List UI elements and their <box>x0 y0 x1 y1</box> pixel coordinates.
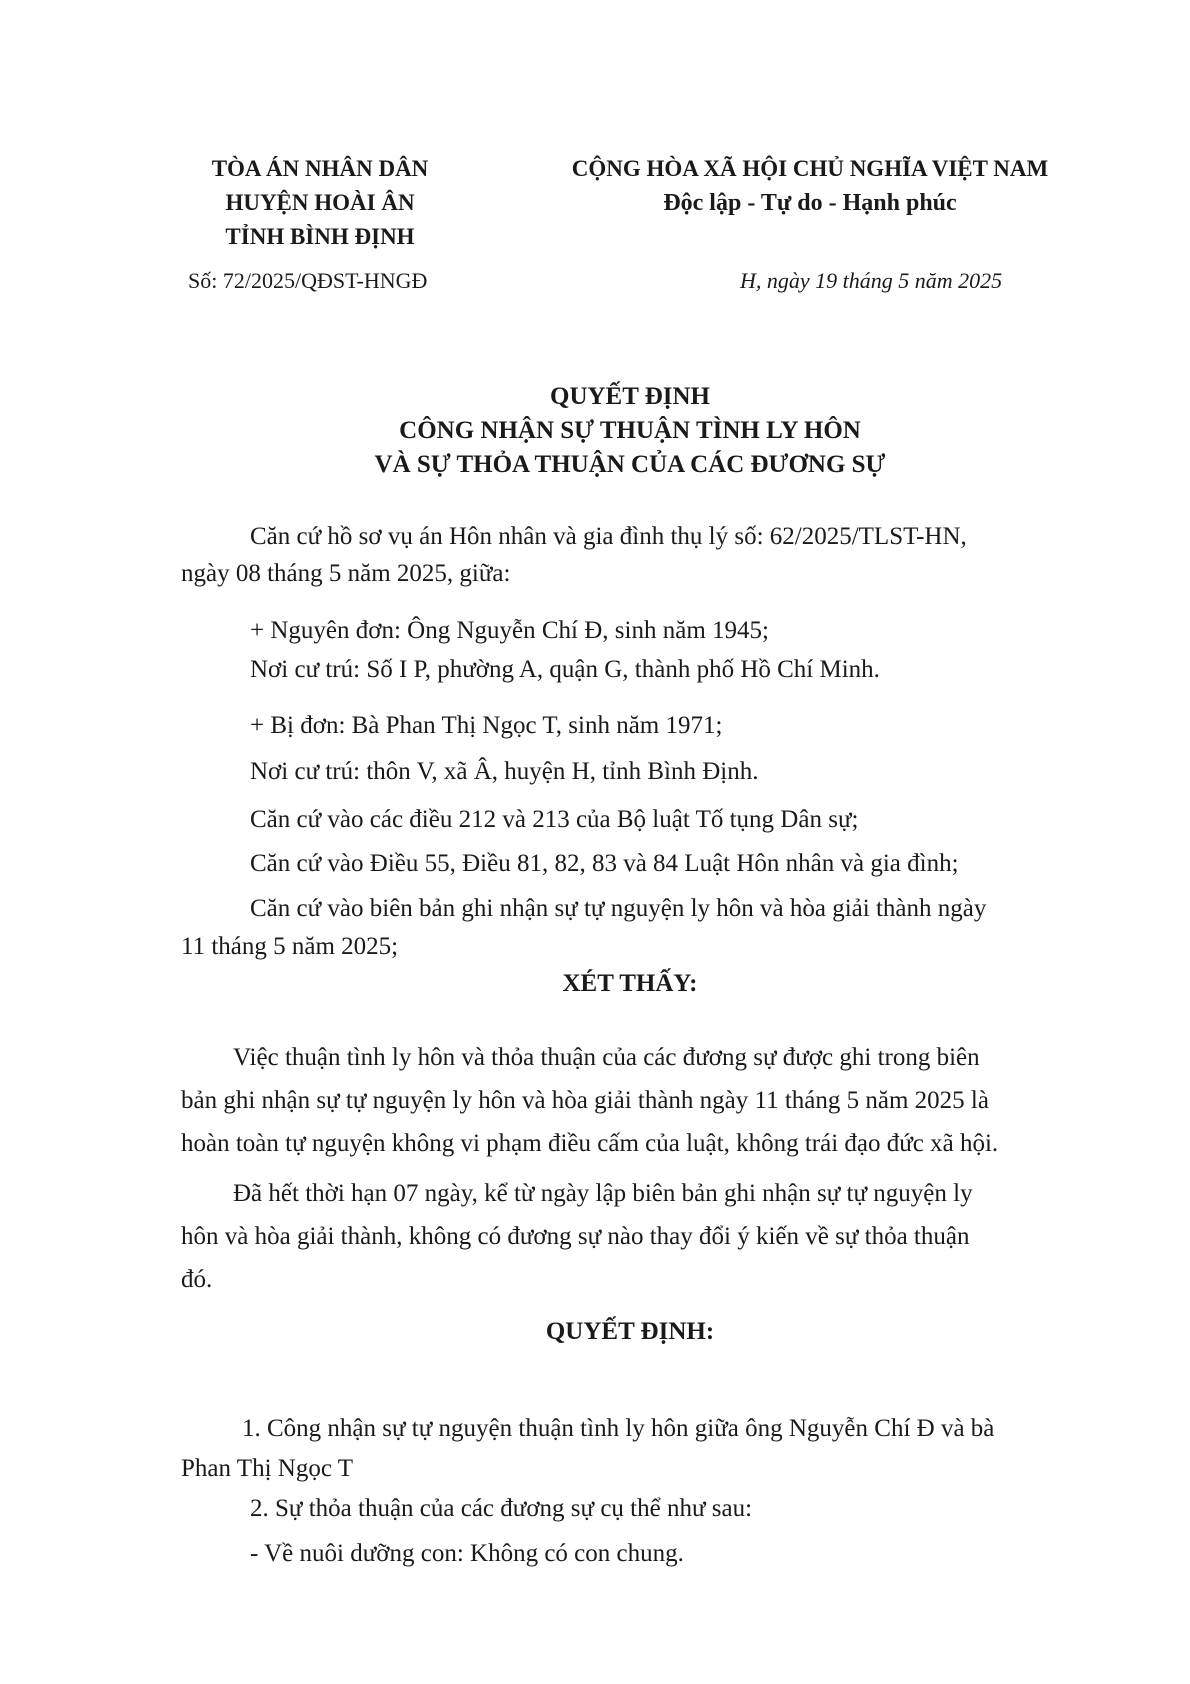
findings-para1-line1: Việc thuận tình ly hôn và thỏa thuận của các đương sự được ghi trong biên <box>233 1044 980 1071</box>
findings-para1-line3: hoàn toàn tự nguyện không vi phạm điều cấm của luật, không trái đạo đức xã hội. <box>181 1130 999 1157</box>
national-motto-block <box>520 152 1100 220</box>
record-basis-line2: 11 tháng 5 năm 2025; <box>181 933 399 960</box>
record-basis-line1: Căn cứ vào biên bản ghi nhận sự tự nguyện ly hôn và hòa giải thành ngày <box>250 895 987 922</box>
basis-para1-line1: Căn cứ hồ sơ vụ án Hôn nhân và gia đình thụ lý số: 62/2025/TLST-HN, <box>250 523 967 550</box>
decision-heading: QUYẾT ĐỊNH: <box>545 1318 715 1345</box>
findings-para2-line3: đó. <box>181 1266 213 1293</box>
legal-basis-1: Căn cứ vào các điều 212 và 213 của Bộ luật Tố tụng Dân sự; <box>250 806 859 833</box>
reference-number: Số: 72/2025/QĐST-HNGĐ <box>188 268 428 293</box>
title-line2: CÔNG NHẬN SỰ THUẬN TÌNH LY HÔN <box>399 417 861 444</box>
legal-basis-2: Căn cứ vào Điều 55, Điều 81, 82, 83 và 84 Luật Hôn nhân và gia đình; <box>250 850 959 877</box>
decision-item1-line1: 1. Công nhận sự tự nguyện thuận tình ly hôn giữa ông Nguyễn Chí Đ và bà <box>242 1415 995 1442</box>
plaintiff-line: + Nguyên đơn: Ông Nguyễn Chí Đ, sinh năm 1945; <box>250 617 769 644</box>
decision-item2-children: - Về nuôi dưỡng con: Không có con chung. <box>250 1540 684 1567</box>
court-name-block <box>175 152 465 254</box>
plaintiff-residence: Nơi cư trú: Số I P, phường A, quận G, thành phố Hồ Chí Minh. <box>250 656 880 683</box>
findings-para1-line2: bản ghi nhận sự tự nguyện ly hôn và hòa giải thành ngày 11 tháng 5 năm 2025 là <box>181 1087 989 1114</box>
basis-para1-line2: ngày 08 tháng 5 năm 2025, giữa: <box>181 560 511 587</box>
court-name-line1: TÒA ÁN NHÂN DÂN <box>211 156 429 181</box>
defendant-line: + Bị đơn: Bà Phan Thị Ngọc T, sinh năm 1971; <box>250 712 723 739</box>
decision-item2: 2. Sự thỏa thuận của các đương sự cụ thể như sau: <box>250 1495 753 1522</box>
national-motto: Độc lập - Tự do - Hạnh phúc <box>663 190 957 216</box>
findings-heading: XÉT THẤY: <box>562 970 698 997</box>
court-name-line2: HUYỆN HOÀI ÂN <box>225 190 415 215</box>
title-line1: QUYẾT ĐỊNH <box>550 383 710 410</box>
findings-para2-line2: hôn và hòa giải thành, không có đương sự nào thay đổi ý kiến về sự thỏa thuận <box>181 1223 970 1250</box>
court-name-line3: TỈNH BÌNH ĐỊNH <box>225 224 415 249</box>
place-date: H, ngày 19 tháng 5 năm 2025 <box>740 268 1003 293</box>
document-title <box>180 380 1080 482</box>
findings-para2-line1: Đã hết thời hạn 07 ngày, kể từ ngày lập biên bản ghi nhận sự tự nguyện ly <box>233 1180 973 1207</box>
decision-item1-line2: Phan Thị Ngọc T <box>181 1455 353 1482</box>
defendant-residence: Nơi cư trú: thôn V, xã Â, huyện H, tỉnh Bình Định. <box>250 758 759 785</box>
title-line3: VÀ SỰ THỎA THUẬN CỦA CÁC ĐƯƠNG SỰ <box>374 451 886 478</box>
nation-name: CỘNG HÒA XÃ HỘI CHỦ NGHĨA VIỆT NAM <box>571 156 1049 181</box>
